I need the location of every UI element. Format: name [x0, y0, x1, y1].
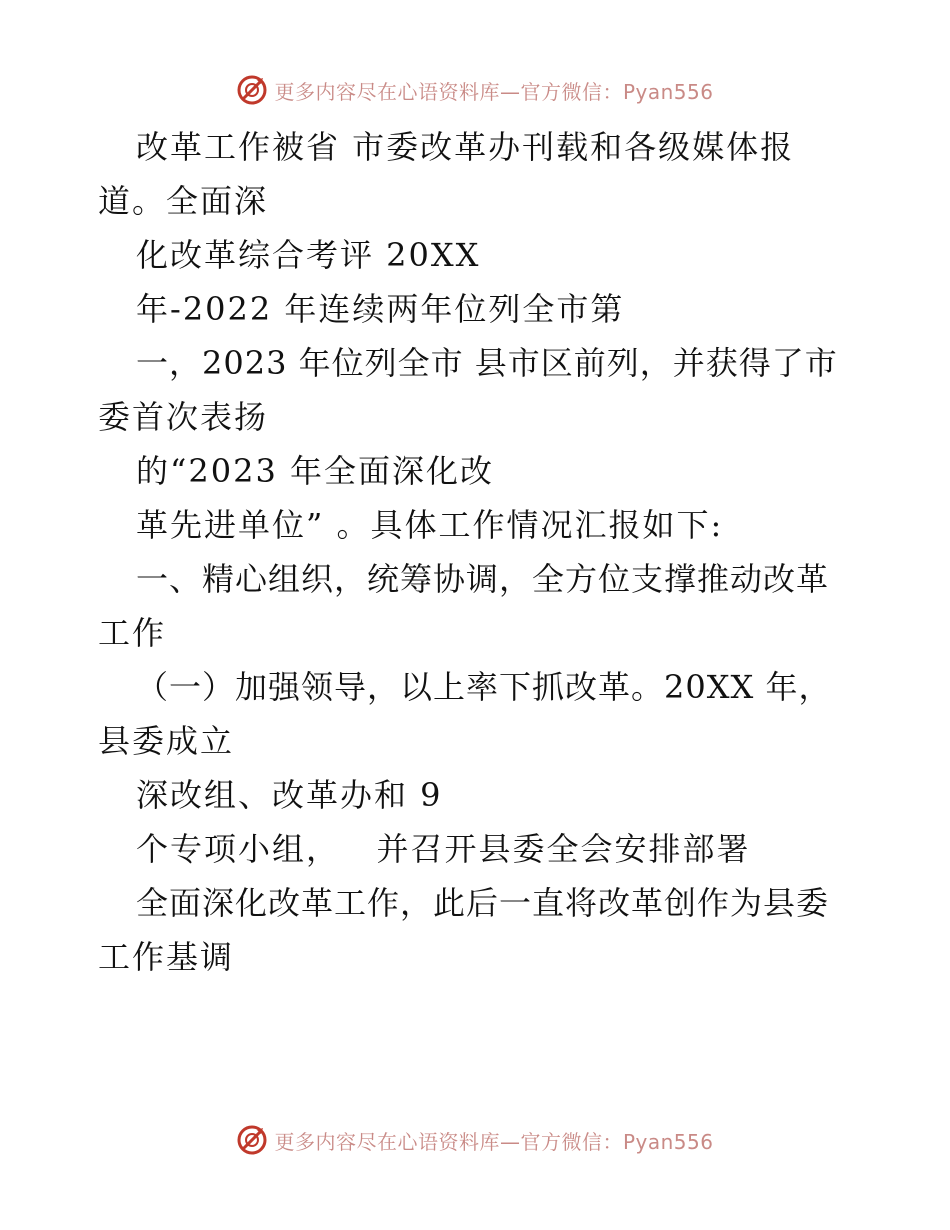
body-line-3: 化改革综合考评 20XX — [136, 236, 481, 274]
section-heading-1: 一、精心组织，统筹协调，全方位支撑推动改革 — [136, 560, 830, 598]
footer-banner-text: 更多内容尽在心语资料库—官方微信：Pyan556 — [274, 1129, 714, 1154]
footer-banner — [0, 1120, 950, 1160]
header-banner — [0, 70, 950, 110]
body-line-6: 委首次表扬 — [98, 398, 269, 436]
body-line-7: 的“2023 年全面深化改 — [136, 452, 494, 490]
body-line-13: 深改组、改革办和 9 — [136, 776, 443, 814]
brand-logo-icon — [236, 74, 268, 106]
subsection-heading-1: （一）加强领导，以上率下抓改革。20XX 年， — [136, 668, 832, 706]
document-body — [98, 120, 858, 984]
body-line-1: 改革工作被省 市委改革办刊载和各级媒体报 — [136, 128, 795, 166]
body-line-10: 工作 — [98, 614, 167, 652]
body-line-4: 年-2022 年连续两年位列全市第 — [136, 290, 625, 328]
body-line-12: 县委成立 — [98, 722, 235, 760]
body-line-2: 道。全面深 — [98, 182, 269, 220]
header-banner-text: 更多内容尽在心语资料库—官方微信：Pyan556 — [274, 79, 714, 104]
body-line-15: 全面深化改革工作，此后一直将改革创作为县委 — [136, 884, 830, 922]
body-line-8: 革先进单位” 。具体工作情况汇报如下: — [136, 506, 724, 544]
body-line-16: 工作基调 — [98, 938, 235, 976]
brand-logo-icon — [236, 1124, 268, 1156]
body-line-5: 一，2023 年位列全市 县市区前列，并获得了市 — [136, 344, 838, 382]
body-line-14: 个专项小组， 并召开县委全会安排部署 — [136, 830, 751, 868]
